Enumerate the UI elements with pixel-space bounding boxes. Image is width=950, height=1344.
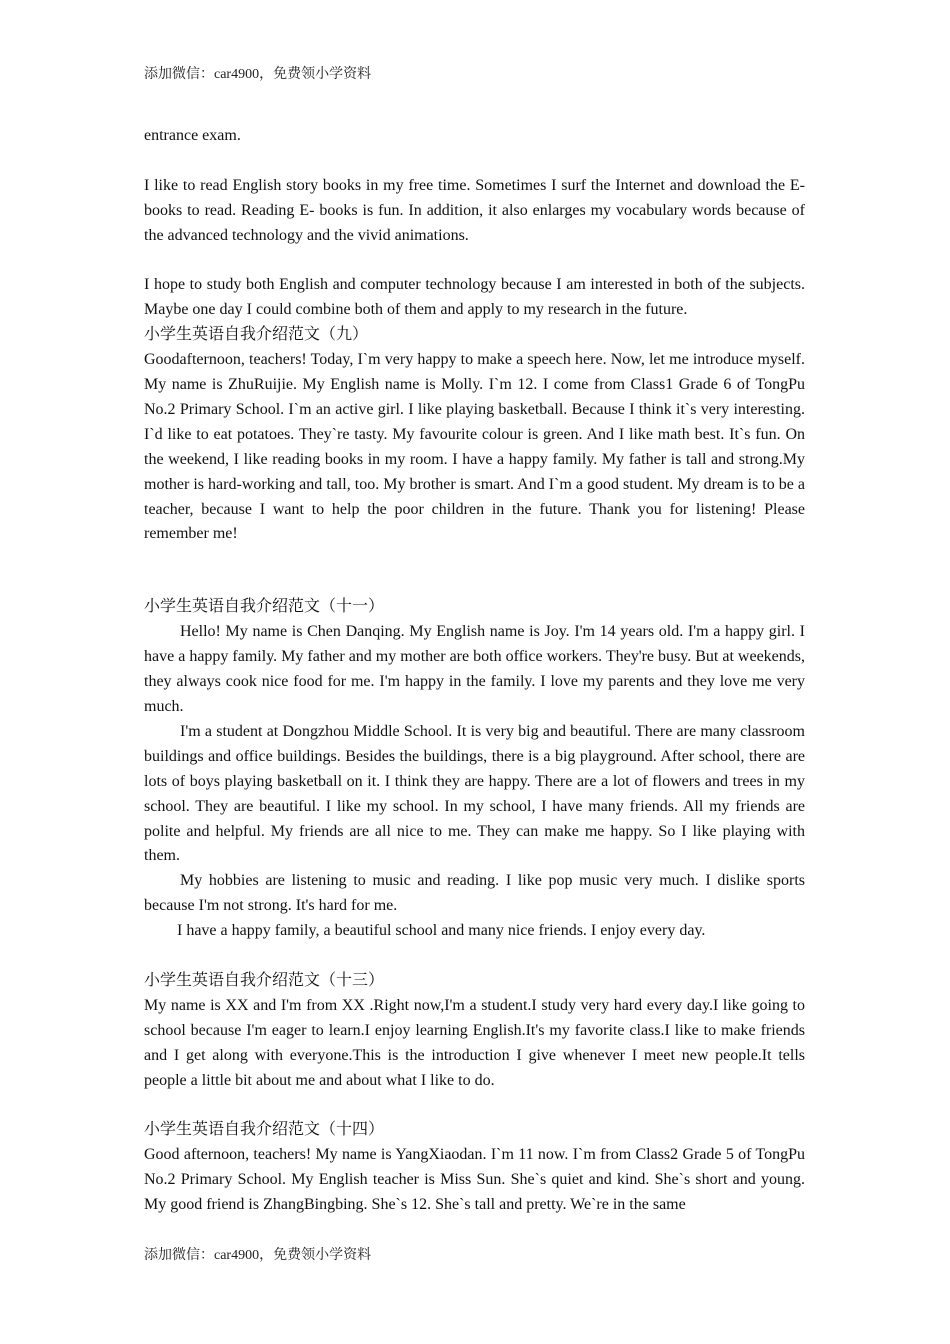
paragraph-example-9: Goodafternoon, teachers! Today, I`m very happy to make a speech here. Now, let me introduce myself. My name is ZhuRuijie. My English name is Molly. I`m 12. I come from Class1 Grade 6 of TongPu No.2 Primary School. I`m an active girl. I like playing basketball. Because I think it`s very interesting. I`d like to eat potatoes. They`re tasty. My favourite colour is green. And I like math best. It`s fun. On the weekend, I like reading books in my room. I have a happy family. My father is tall and strong.My mother is hard-working and tall, too. My brother is smart. And I`m a good student. My dream is to be a teacher, because I want to help the poor children in the future. Thank you for listening! Please remember me! bbox=[144, 351, 805, 543]
page-header: 添加微信：car4900，免费领小学资料 bbox=[144, 67, 372, 82]
paragraph-example-11-hobbies: My hobbies are listening to music and reading. I like pop music very much. I dislike sports because I'm not strong. It's hard for me. bbox=[144, 872, 805, 915]
section-heading-9: 小学生英语自我介绍范文（九） bbox=[144, 326, 369, 344]
paragraph-example-11-closing: I have a happy family, a beautiful school and many nice friends. I enjoy every day. bbox=[177, 922, 706, 940]
paragraph-example-14: Good afternoon, teachers! My name is YangXiaodan. I`m 11 now. I`m from Class2 Grade 5 of TongPu No.2 Primary School. My English teacher is Miss Sun. She`s quiet and kind. She`s short and young. My good friend is ZhangBingbing. She`s 12. She`s tall and pretty. We`re in the same bbox=[144, 1146, 805, 1214]
paragraph-reading-hobby: I like to read English story books in my free time. Sometimes I surf the Internet and download the E- books to read. Reading E- books is fun. In addition, it also enlarges my vocabulary words because of the advanced technology and the vivid animations. bbox=[144, 176, 805, 244]
paragraph-example-11-school: I'm a student at Dongzhou Middle School. It is very big and beautiful. There are many classroom buildings and office buildings. Besides the buildings, there is a big playground. After school, there are lots of boys playing basketball on it. I think they are happy. There are a lot of flowers and trees in my school. They are beautiful. I like my school. In my school, I have many friends. All my friends are polite and helpful. My friends are all nice to me. They can make me happy. So I like playing with them. bbox=[144, 722, 805, 865]
document-body bbox=[144, 124, 805, 1218]
paragraph-study-hope: I hope to study both English and computer technology because I am interested in both of the subjects. Maybe one day I could combine both of them and apply to my research in the future. bbox=[144, 276, 805, 319]
section-heading-13: 小学生英语自我介绍范文（十三） bbox=[144, 971, 385, 989]
page-footer: 添加微信：car4900，免费领小学资料 bbox=[144, 1248, 372, 1263]
paragraph-example-11-family: Hello! My name is Chen Danqing. My English name is Joy. I'm 14 years old. I'm a happy girl. I have a happy family. My father and my mother are both office workers. They're busy. But at weekends, they always cook nice food for me. I'm happy in the family. I love my parents and they love me very much. bbox=[144, 623, 805, 715]
paragraph-example-13: My name is XX and I'm from XX .Right now,I'm a student.I study very hard every day.I like going to school because I'm eager to learn.I enjoy learning English.It's my favorite class.I like to make friends and I get along with everyone.This is the introduction I give whenever I meet new people.It tells people a little bit about me and about what I like to do. bbox=[144, 996, 805, 1089]
paragraph-entrance-exam: entrance exam. bbox=[144, 127, 241, 144]
section-heading-14: 小学生英语自我介绍范文（十四） bbox=[144, 1121, 385, 1139]
section-heading-11: 小学生英语自我介绍范文（十一） bbox=[144, 598, 385, 616]
